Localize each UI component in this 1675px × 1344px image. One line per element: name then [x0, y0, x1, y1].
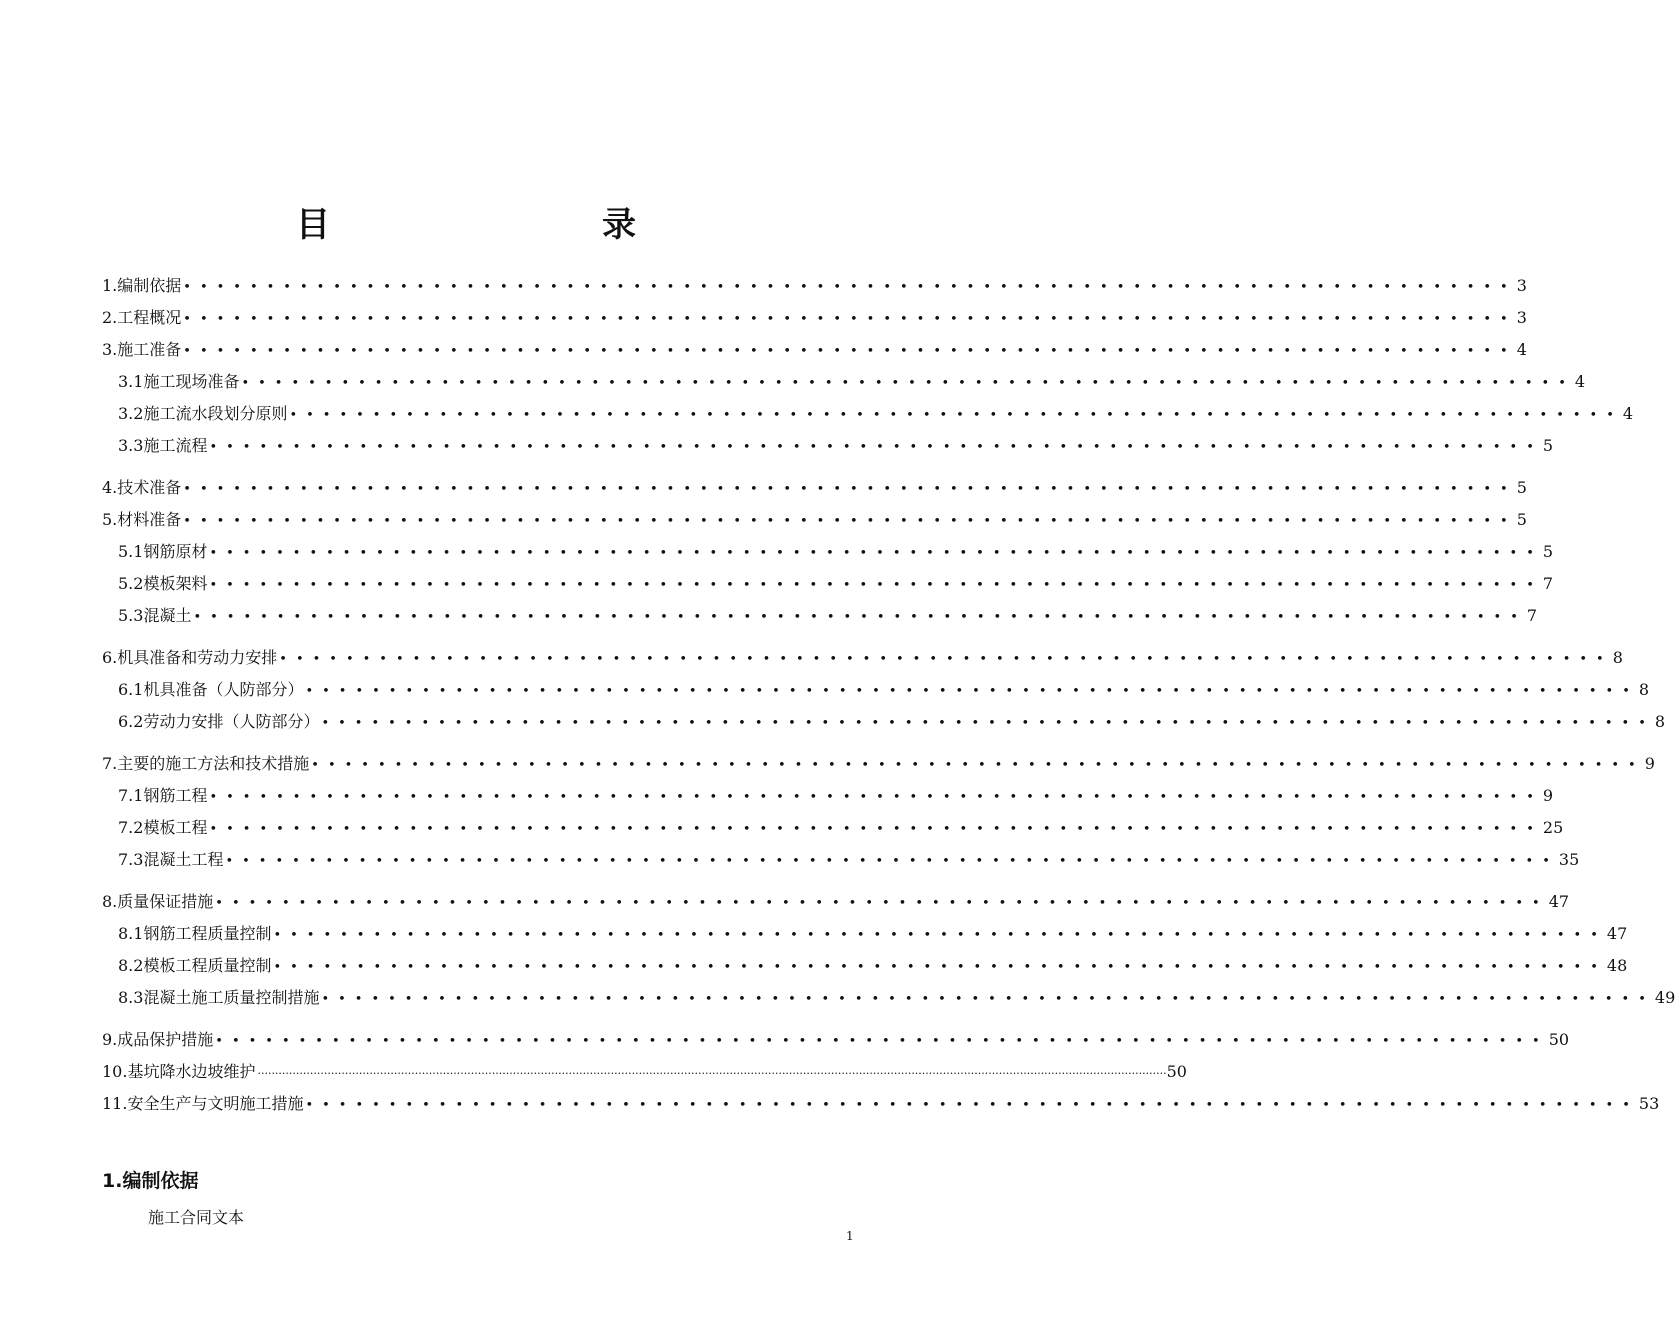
toc-entry-page: 9 [1542, 786, 1554, 805]
toc-dot-leader: •••••••••••••••••••••••••••••••••••••••••••••••••••••••••••••••••••••••••••••••• [209, 790, 1543, 805]
toc-entry[interactable] [102, 1088, 1660, 1120]
toc-entry-page: 4 [1622, 404, 1634, 423]
toc-entry-label: 7.1钢筋工程 [118, 786, 208, 805]
toc-entry[interactable] [102, 982, 1675, 1014]
toc-entry[interactable] [102, 568, 1554, 600]
toc-dot-leader: ···································································································································································································································································· [257, 1067, 1167, 1080]
toc-entry[interactable] [102, 536, 1554, 568]
toc-entry-page: 4 [1516, 340, 1527, 359]
toc-entry-label: 6.2劳动力安排（人防部分） [118, 712, 320, 731]
toc-entry-label: 5.材料准备 [102, 510, 182, 529]
toc-entry-page: 7 [1542, 574, 1554, 593]
toc-dot-leader: •••••••••••••••••••••••••••••••••••••••••••••••••••••••••••••••••••••••••••••••• [321, 716, 1655, 731]
table-of-contents [102, 270, 1675, 1120]
toc-entry-label: 2.工程概况 [102, 308, 182, 327]
toc-entry-label: 8.2模板工程质量控制 [118, 956, 272, 975]
toc-entry-page: 4 [1574, 372, 1586, 391]
toc-entry[interactable] [102, 302, 1527, 334]
toc-dot-leader: •••••••••••••••••••••••••••••••••••••••••••••••••••••••••••••••••••••••••••••••• [183, 280, 1517, 295]
toc-entry-label: 7.主要的施工方法和技术措施 [102, 754, 310, 773]
toc-dot-leader: •••••••••••••••••••••••••••••••••••••••••••••••••••••••••••••••••••••••••••••••• [289, 408, 1623, 423]
toc-entry[interactable] [102, 504, 1527, 536]
toc-entry-page: 47 [1606, 924, 1628, 943]
toc-dot-leader: •••••••••••••••••••••••••••••••••••••••••••••••••••••••••••••••••••••••••••••••• [183, 482, 1517, 497]
toc-dot-leader: •••••••••••••••••••••••••••••••••••••••••••••••••••••••••••••••••••••••••••••••• [183, 514, 1517, 529]
toc-entry-page: 8 [1638, 680, 1650, 699]
toc-dot-leader: •••••••••••••••••••••••••••••••••••••••••••••••••••••••••••••••••••••••••••••••• [209, 546, 1543, 561]
toc-entry-page: 35 [1558, 850, 1580, 869]
toc-entry-label: 5.3混凝土 [118, 606, 192, 625]
toc-entry-label: 6.机具准备和劳动力安排 [102, 648, 278, 667]
toc-entry-label: 8.3混凝土施工质量控制措施 [118, 988, 320, 1007]
toc-entry-page: 53 [1638, 1094, 1660, 1113]
toc-dot-leader: •••••••••••••••••••••••••••••••••••••••••••••••••••••••••••••••••••••••••••••••• [305, 684, 1639, 699]
toc-entry[interactable] [102, 430, 1554, 462]
toc-entry-page: 5 [1516, 510, 1527, 529]
toc-entry[interactable] [102, 366, 1586, 398]
toc-dot-leader: •••••••••••••••••••••••••••••••••••••••••••••••••••••••••••••••••••••••••••••••• [225, 854, 1559, 869]
toc-entry-label: 8.质量保证措施 [102, 892, 214, 911]
toc-entry-label: 5.1钢筋原材 [118, 542, 208, 561]
toc-entry-label: 8.1钢筋工程质量控制 [118, 924, 272, 943]
toc-dot-leader: •••••••••••••••••••••••••••••••••••••••••••••••••••••••••••••••••••••••••••••••• [215, 1034, 1549, 1049]
toc-entry[interactable] [102, 334, 1527, 366]
toc-entry[interactable] [102, 270, 1527, 302]
toc-entry-page: 9 [1644, 754, 1655, 773]
toc-entry[interactable] [102, 918, 1628, 950]
toc-entry[interactable] [102, 950, 1628, 982]
section-body-text: 施工合同文本 [148, 1208, 245, 1227]
toc-entry-page: 8 [1654, 712, 1666, 731]
toc-dot-leader: •••••••••••••••••••••••••••••••••••••••••••••••••••••••••••••••••••••••••••••••• [183, 344, 1517, 359]
toc-dot-leader: •••••••••••••••••••••••••••••••••••••••••••••••••••••••••••••••••••••••••••••••• [273, 928, 1607, 943]
toc-entry-page: 5 [1542, 542, 1554, 561]
toc-entry-label: 7.2模板工程 [118, 818, 208, 837]
toc-entry-page: 5 [1542, 436, 1554, 455]
page-number: 1 [846, 1229, 854, 1243]
toc-entry-label: 1.编制依据 [102, 276, 182, 295]
toc-entry-label: 6.1机具准备（人防部分） [118, 680, 304, 699]
toc-entry[interactable] [102, 642, 1623, 674]
toc-entry[interactable] [102, 886, 1570, 918]
toc-title: 目 录 [296, 205, 704, 245]
toc-dot-leader: •••••••••••••••••••••••••••••••••••••••••••••••••••••••••••••••••••••••••••••••• [279, 652, 1613, 667]
toc-dot-leader: •••••••••••••••••••••••••••••••••••••••••••••••••••••••••••••••••••••••••••••••• [209, 578, 1543, 593]
toc-entry[interactable] [102, 1056, 1187, 1088]
toc-entry-label: 3.2施工流水段划分原则 [118, 404, 288, 423]
toc-dot-leader: •••••••••••••••••••••••••••••••••••••••••••••••••••••••••••••••••••••••••••••••• [215, 896, 1549, 911]
toc-entry-page: 8 [1612, 648, 1623, 667]
toc-entry[interactable] [102, 748, 1655, 780]
toc-entry-label: 10.基坑降水边坡维护 [102, 1062, 256, 1081]
toc-dot-leader: •••••••••••••••••••••••••••••••••••••••••••••••••••••••••••••••••••••••••••••••• [305, 1098, 1639, 1113]
toc-entry[interactable] [102, 674, 1650, 706]
toc-entry-label: 3.施工准备 [102, 340, 182, 359]
toc-entry[interactable] [102, 1024, 1570, 1056]
toc-entry-page: 7 [1526, 606, 1538, 625]
toc-entry[interactable] [102, 844, 1580, 876]
toc-entry-label: 9.成品保护措施 [102, 1030, 214, 1049]
toc-entry-page: 3 [1516, 308, 1527, 327]
toc-dot-leader: •••••••••••••••••••••••••••••••••••••••••••••••••••••••••••••••••••••••••••••••• [183, 312, 1517, 327]
toc-entry-label: 5.2模板架料 [118, 574, 208, 593]
toc-dot-leader: •••••••••••••••••••••••••••••••••••••••••••••••••••••••••••••••••••••••••••••••• [273, 960, 1607, 975]
toc-entry[interactable] [102, 706, 1666, 738]
toc-entry-page: 48 [1606, 956, 1628, 975]
toc-dot-leader: •••••••••••••••••••••••••••••••••••••••••••••••••••••••••••••••••••••••••••••••• [209, 822, 1543, 837]
toc-entry[interactable] [102, 472, 1527, 504]
toc-entry-page: 50 [1548, 1030, 1570, 1049]
toc-entry-page: 25 [1542, 818, 1564, 837]
toc-entry[interactable] [102, 812, 1564, 844]
toc-entry-page: 50 [1166, 1062, 1187, 1081]
toc-entry-page: 47 [1548, 892, 1570, 911]
toc-entry-page: 3 [1516, 276, 1527, 295]
toc-dot-leader: •••••••••••••••••••••••••••••••••••••••••••••••••••••••••••••••••••••••••••••••• [241, 376, 1575, 391]
toc-entry-page: 49 [1654, 988, 1675, 1007]
toc-entry-label: 3.3施工流程 [118, 436, 208, 455]
section-heading: 1.编制依据 [102, 1170, 199, 1192]
toc-dot-leader: •••••••••••••••••••••••••••••••••••••••••••••••••••••••••••••••••••••••••••••••• [193, 610, 1527, 625]
toc-entry-label: 7.3混凝土工程 [118, 850, 224, 869]
toc-dot-leader: •••••••••••••••••••••••••••••••••••••••••••••••••••••••••••••••••••••••••••••••• [321, 992, 1655, 1007]
toc-entry[interactable] [102, 398, 1634, 430]
toc-entry-page: 5 [1516, 478, 1527, 497]
toc-entry-label: 11.安全生产与文明施工措施 [102, 1094, 304, 1113]
toc-entry-label: 4.技术准备 [102, 478, 182, 497]
toc-entry[interactable] [102, 600, 1538, 632]
toc-dot-leader: •••••••••••••••••••••••••••••••••••••••••••••••••••••••••••••••••••••••••••••••• [311, 758, 1645, 773]
toc-entry[interactable] [102, 780, 1554, 812]
toc-entry-label: 3.1施工现场准备 [118, 372, 240, 391]
toc-dot-leader: •••••••••••••••••••••••••••••••••••••••••••••••••••••••••••••••••••••••••••••••• [209, 440, 1543, 455]
